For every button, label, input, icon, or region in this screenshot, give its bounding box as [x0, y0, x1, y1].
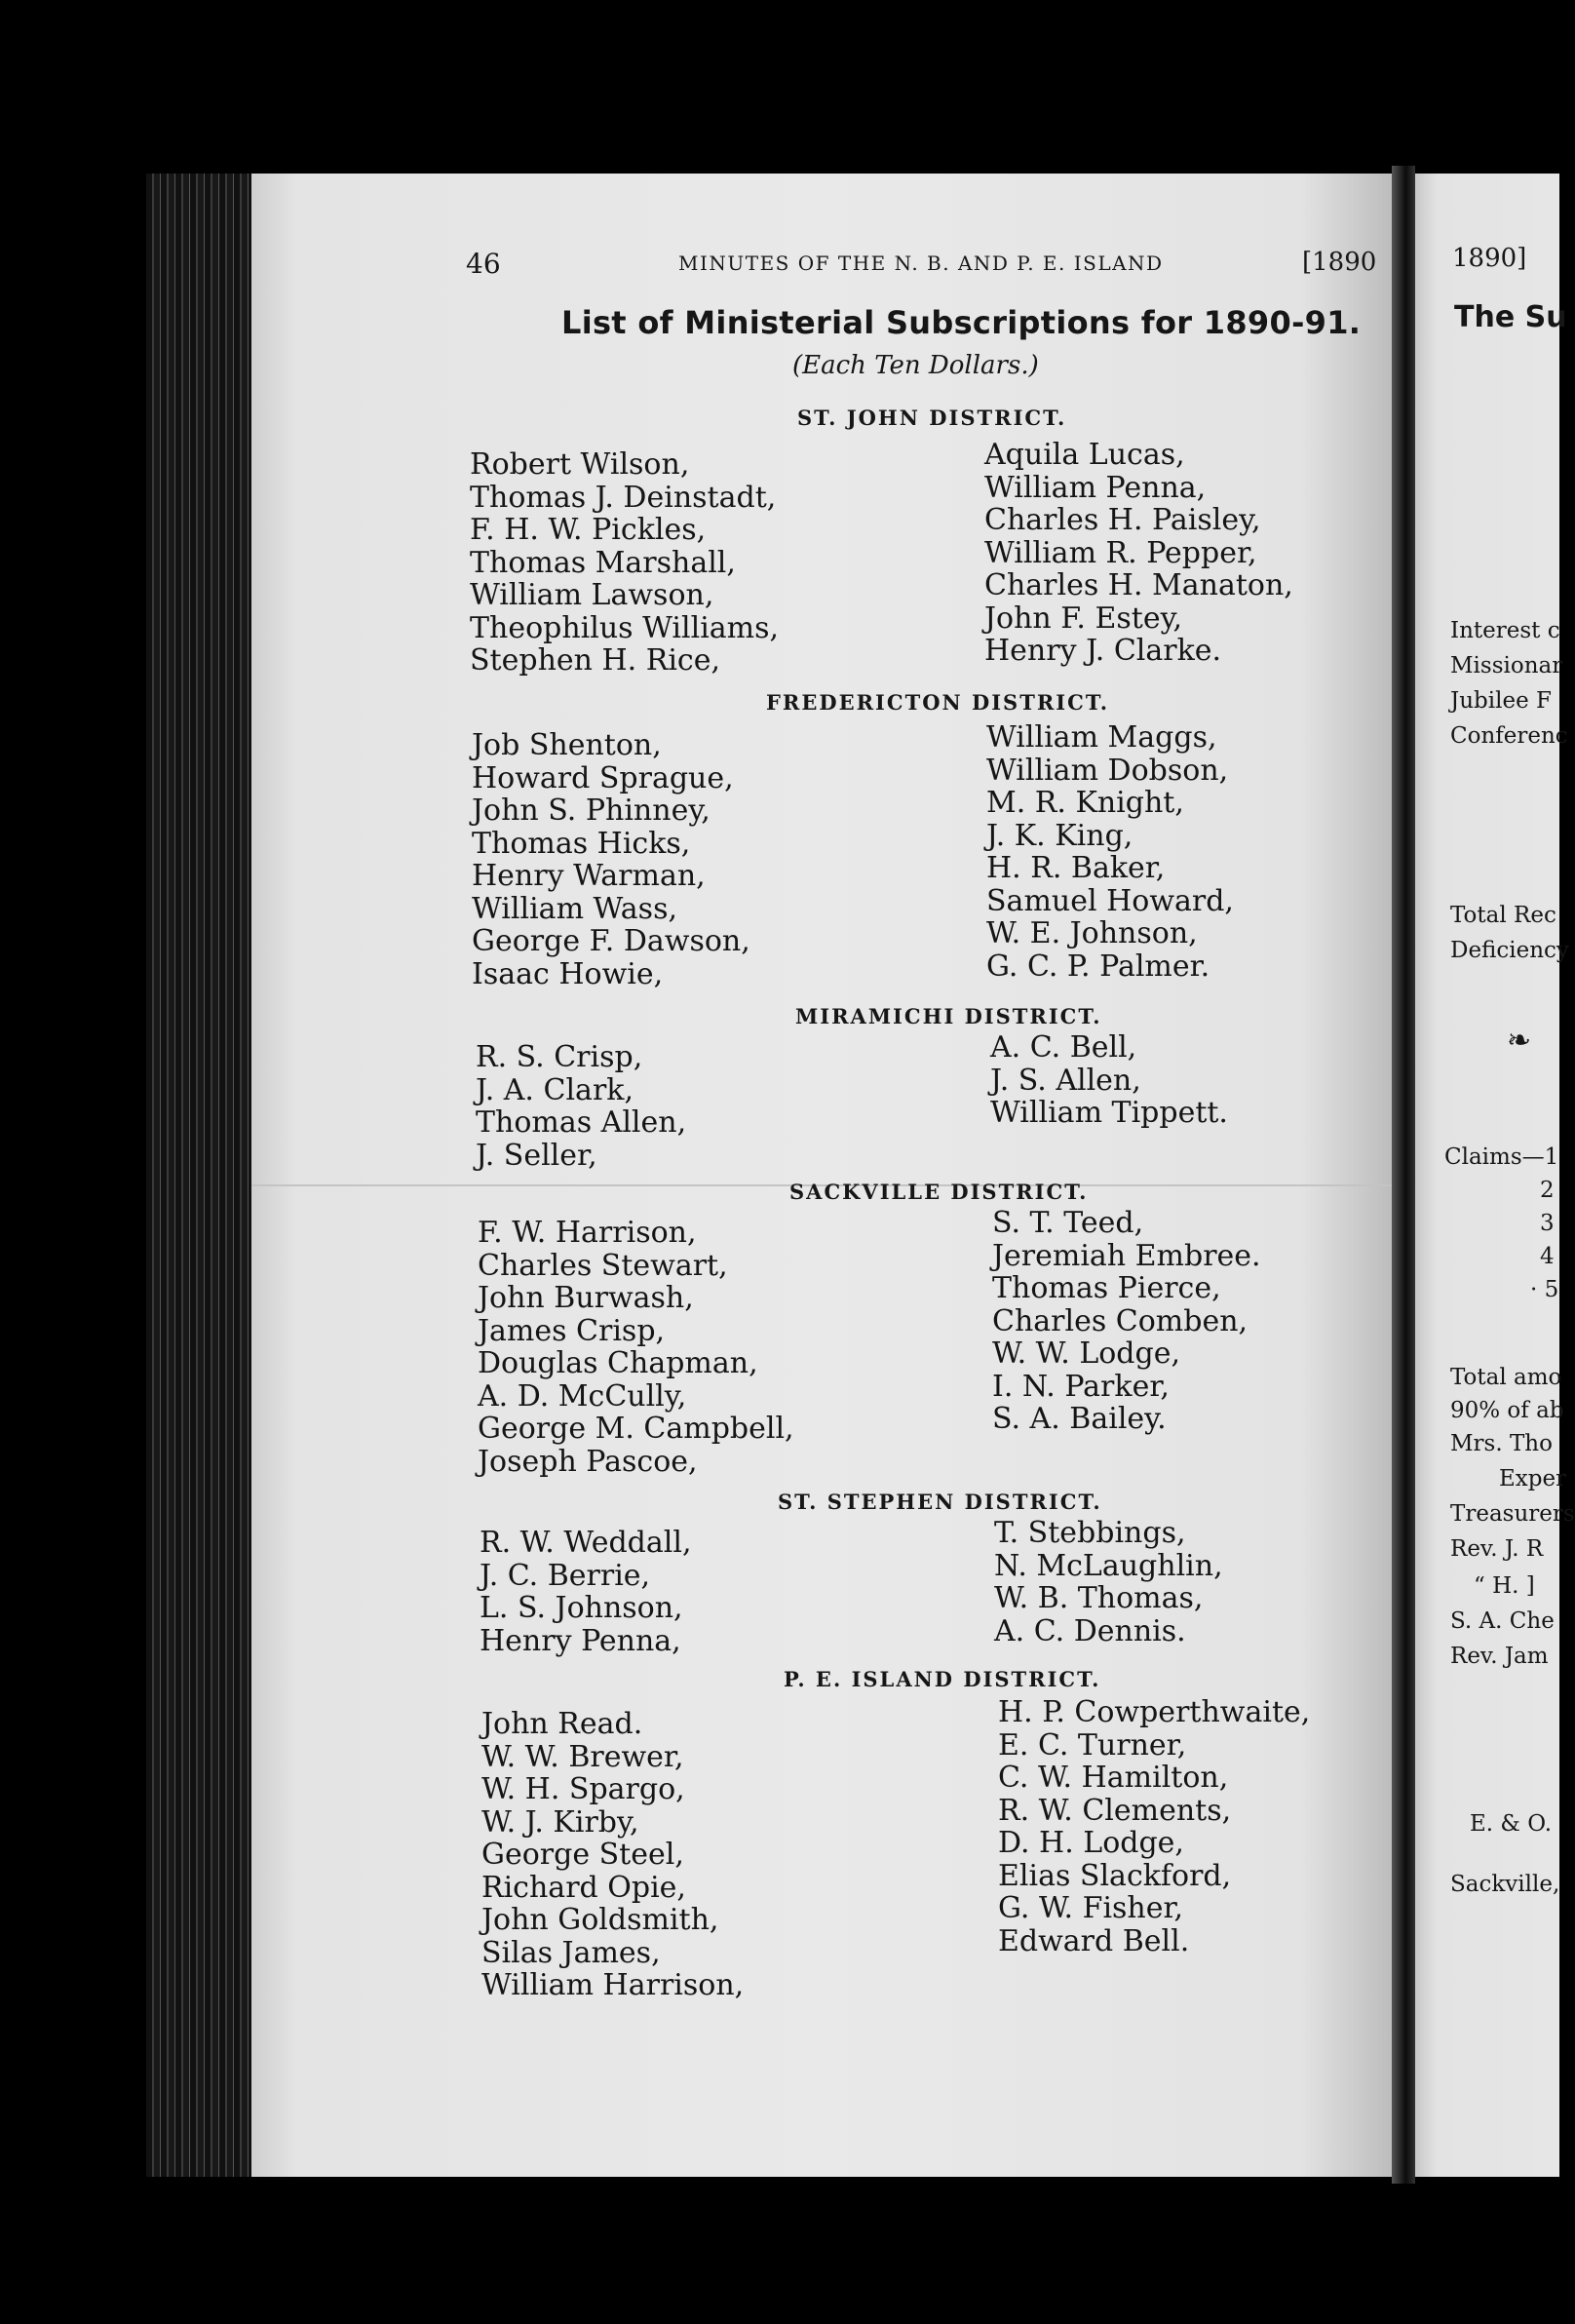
facing-line: “ H. ]	[1474, 1573, 1535, 1599]
list-item: W. W. Brewer,	[481, 1739, 684, 1774]
list-item: George M. Campbell,	[478, 1412, 794, 1446]
list-item: G. C. P. Palmer.	[986, 949, 1210, 984]
district-heading: SACKVILLE DISTRICT.	[789, 1180, 1089, 1204]
list-item: A. C. Dennis.	[994, 1613, 1186, 1648]
facing-line: 3	[1540, 1211, 1555, 1236]
list-item: A. C. Bell,	[990, 1030, 1137, 1065]
list-item: William Dobson,	[986, 753, 1229, 788]
list-item: William Maggs,	[986, 720, 1217, 755]
facing-line: Sackville,	[1450, 1872, 1560, 1897]
list-item: G. W. Fisher,	[998, 1891, 1184, 1925]
list-item: Job Shenton,	[472, 728, 662, 762]
list-item: Isaac Howie,	[472, 956, 664, 991]
district-left-column	[478, 1217, 794, 1478]
list-item: Charles Stewart,	[478, 1248, 728, 1283]
district-right-column	[992, 1207, 1261, 1436]
list-item: R. W. Clements,	[998, 1793, 1232, 1828]
list-item: John Goldsmith,	[481, 1903, 719, 1937]
list-item: J. Seller,	[476, 1138, 597, 1173]
list-item: Edward Bell.	[998, 1923, 1190, 1958]
list-item: L. S. Johnson,	[480, 1591, 683, 1625]
list-item: John F. Estey,	[984, 600, 1183, 636]
list-item: Charles H. Manaton,	[984, 568, 1293, 602]
list-item: Thomas Marshall,	[470, 545, 736, 580]
list-item: W. E. Johnson,	[986, 916, 1198, 950]
list-item: Theophilus Williams,	[470, 610, 780, 645]
district-left-column	[476, 1041, 686, 1172]
list-item: Stephen H. Rice,	[470, 643, 721, 678]
district-left-column	[470, 448, 779, 678]
list-item: Samuel Howard,	[986, 883, 1234, 918]
list-item: Charles H. Paisley,	[984, 503, 1261, 537]
list-item: Henry Penna,	[480, 1623, 681, 1658]
list-item: R. S. Crisp,	[476, 1040, 643, 1074]
page-subtitle: (Each Ten Dollars.)	[792, 351, 1039, 380]
facing-line: Treasurers	[1450, 1501, 1575, 1527]
list-item: I. N. Parker,	[992, 1369, 1170, 1404]
list-item: John Burwash,	[478, 1281, 694, 1315]
facing-line: Deficiency	[1450, 938, 1569, 963]
facing-line: Mrs. Tho	[1450, 1431, 1553, 1456]
facing-line: Claims—1	[1444, 1144, 1559, 1170]
district-heading: FREDERICTON DISTRICT.	[766, 690, 1110, 715]
facing-line: Conferenc	[1450, 723, 1568, 749]
list-item: N. McLaughlin,	[994, 1548, 1223, 1583]
list-item: W. W. Lodge,	[992, 1336, 1181, 1371]
list-item: F. H. W. Pickles,	[470, 513, 707, 547]
district-right-column	[984, 439, 1293, 668]
facing-title-fragment: The Su	[1454, 300, 1567, 334]
facing-line: Interest c	[1450, 618, 1560, 643]
list-item: S. A. Bailey.	[992, 1402, 1167, 1436]
list-item: Richard Opie,	[481, 1870, 686, 1905]
district-right-column	[990, 1031, 1228, 1130]
right-page	[1415, 174, 1575, 2177]
list-item: S. T. Teed,	[992, 1206, 1144, 1240]
district-right-column	[986, 721, 1234, 983]
facing-line: Missionar	[1450, 653, 1563, 678]
page-number: 46	[466, 248, 501, 280]
book-gutter	[1392, 166, 1415, 2184]
list-item: Elias Slackford,	[998, 1858, 1232, 1893]
header-year: [1890	[1302, 248, 1377, 277]
district-right-column	[998, 1696, 1310, 1957]
book-page-edges	[146, 174, 263, 2177]
facing-line: Exper	[1499, 1466, 1567, 1491]
page-title: List of Ministerial Subscriptions for 1890-91.	[561, 304, 1362, 341]
list-item: W. H. Spargo,	[481, 1772, 685, 1806]
list-item: Joseph Pascoe,	[478, 1444, 698, 1479]
list-item: R. W. Weddall,	[480, 1526, 692, 1560]
facing-line: S. A. Che	[1450, 1608, 1555, 1634]
list-item: D. H. Lodge,	[998, 1826, 1184, 1860]
list-item: Thomas Allen,	[476, 1105, 687, 1140]
list-item: Silas James,	[481, 1935, 661, 1970]
facing-line: · 5	[1530, 1277, 1559, 1302]
list-item: W. J. Kirby,	[481, 1804, 639, 1840]
list-item: Henry Warman,	[472, 859, 706, 893]
list-item: William Wass,	[472, 891, 677, 926]
facing-line: Total amo	[1450, 1365, 1562, 1390]
list-item: George Steel,	[481, 1838, 684, 1872]
list-item: Jeremiah Embree.	[992, 1238, 1261, 1273]
facing-line: E. & O.	[1470, 1811, 1553, 1837]
district-heading: P. E. ISLAND DISTRICT.	[784, 1667, 1101, 1691]
list-item: M. R. Knight,	[986, 786, 1184, 820]
list-item: Thomas J. Deinstadt,	[470, 480, 777, 515]
facing-year: 1890]	[1452, 244, 1527, 273]
list-item: John S. Phinney,	[472, 794, 711, 828]
list-item: Douglas Chapman,	[478, 1346, 758, 1380]
list-item: James Crisp,	[478, 1313, 666, 1348]
list-item: H. R. Baker,	[986, 851, 1166, 885]
facing-line: 90% of ab	[1450, 1398, 1564, 1423]
facing-line: Rev. Jam	[1450, 1644, 1549, 1669]
district-left-column	[480, 1527, 692, 1657]
facing-line: 2	[1540, 1178, 1555, 1203]
facing-line: 4	[1540, 1244, 1555, 1269]
list-item: C. W. Hamilton,	[998, 1761, 1229, 1795]
list-item: J. S. Allen,	[990, 1063, 1141, 1098]
district-heading: MIRAMICHI DISTRICT.	[795, 1004, 1102, 1028]
running-title: MINUTES OF THE N. B. AND P. E. ISLAND	[678, 252, 1164, 275]
district-heading: ST. STEPHEN DISTRICT.	[778, 1490, 1102, 1514]
list-item: Howard Sprague,	[472, 760, 734, 795]
list-item: Henry J. Clarke.	[984, 634, 1222, 668]
district-left-column	[472, 729, 750, 990]
list-item: Charles Comben,	[992, 1303, 1248, 1338]
list-item: John Read.	[481, 1707, 643, 1741]
list-item: J. C. Berrie,	[480, 1558, 651, 1593]
list-item: William Harrison,	[481, 1968, 745, 2002]
list-item: E. C. Turner,	[998, 1727, 1187, 1762]
list-item: George F. Dawson,	[472, 924, 750, 958]
facing-line: Jubilee F	[1450, 688, 1552, 714]
list-item: Thomas Pierce,	[992, 1271, 1221, 1305]
list-item: William Tippett.	[990, 1096, 1228, 1130]
ornament-icon: ❧	[1507, 1024, 1532, 1058]
list-item: A. D. McCully,	[478, 1378, 687, 1414]
list-item: J. K. King,	[986, 818, 1133, 853]
list-item: William Penna,	[984, 470, 1207, 505]
list-item: Thomas Hicks,	[472, 826, 691, 861]
list-item: F. W. Harrison,	[478, 1216, 697, 1250]
list-item: Robert Wilson,	[470, 447, 690, 482]
list-item: J. A. Clark,	[476, 1072, 634, 1107]
list-item: H. P. Cowperthwaite,	[998, 1695, 1311, 1729]
district-heading: ST. JOHN DISTRICT.	[797, 406, 1067, 430]
list-item: W. B. Thomas,	[994, 1581, 1204, 1615]
list-item: T. Stebbings,	[994, 1516, 1186, 1550]
list-item: William R. Pepper,	[984, 535, 1257, 570]
facing-line: Total Rec	[1450, 903, 1556, 928]
district-left-column	[481, 1708, 744, 2002]
list-item: William Lawson,	[470, 578, 714, 612]
facing-line: Rev. J. R	[1450, 1536, 1544, 1562]
district-right-column	[994, 1517, 1223, 1647]
list-item: Aquila Lucas,	[984, 438, 1185, 472]
